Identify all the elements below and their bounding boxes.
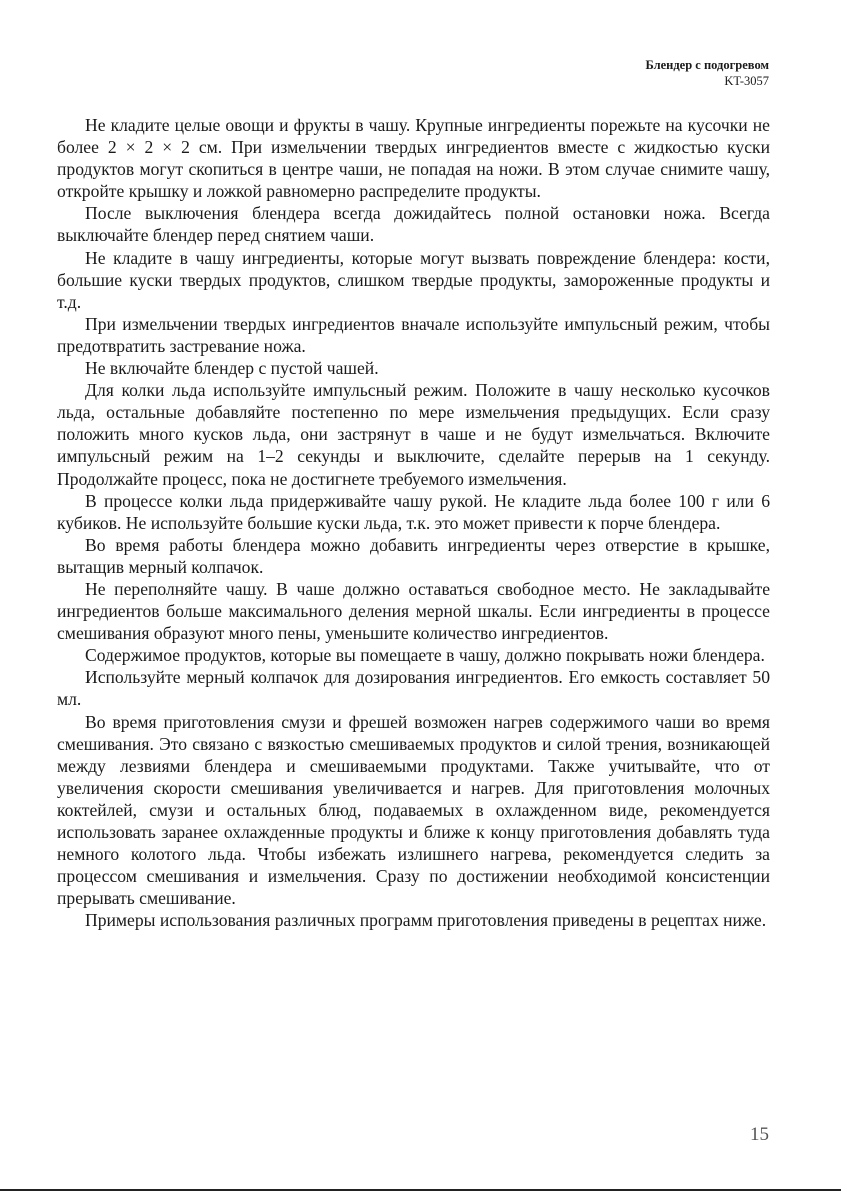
paragraph-6: Для колки льда используйте импульсный режим. Положите в чашу несколько кусочков льда, остальные добавляйте постепенно по мере измельчения предыдущих. Если сразу положить много кусков льда, они застрянут в чаше и не будут измельчаться. Включите импульсный режим на 1–2 секунды и выключите, сделайте перерыв на 1 секунду. Продолжайте процесс, пока не достигнете требуемого измельчения. — [57, 380, 770, 489]
paragraph-9: Не переполняйте чашу. В чаше должно оставаться свободное место. Не закладывайте ингредиентов больше максимального деления мерной шкалы. Если ингредиенты в процессе смешивания образуют много пены, уменьшите количество ингредиентов. — [57, 578, 770, 644]
bottom-divider — [0, 1189, 841, 1191]
paragraph-7: В процессе колки льда придерживайте чашу рукой. Не кладите льда более 100 г или 6 кубиков. Не используйте большие куски льда, т.к. это может привести к порче блендера. — [57, 490, 770, 533]
paragraph-10: Содержимое продуктов, которые вы помещаете в чашу, должно покрывать ножи блендера. — [85, 645, 765, 666]
paragraph-11: Используйте мерный колпачок для дозирования ингредиентов. Его емкость составляет 50 мл. — [57, 667, 770, 710]
paragraph-8: Во время работы блендера можно добавить ингредиенты через отверстие в крышке, вытащив мерный колпачок. — [57, 534, 770, 577]
paragraph-1: Не кладите целые овощи и фрукты в чашу. Крупные ингредиенты порежьте на кусочки не более 2 × 2 × 2 см. При измельчении твердых ингредиентов вместе с жидкостью куски продуктов могут скопиться в центре чаши, не попадая на ножи. В этом случае снимите чашу, откройте крышку и ложкой равномерно распределите продукты. — [57, 115, 770, 202]
paragraph-3: Не кладите в чашу ингредиенты, которые могут вызвать повреждение блендера: кости, большие куски твердых продуктов, слишком твердые продукты, замороженные продукты и т.д. — [57, 247, 770, 312]
page-header — [645, 57, 769, 89]
model-number: KT-3057 — [724, 74, 769, 88]
paragraph-2: После выключения блендера всегда дожидайтесь полной остановки ножа. Всегда выключайте блендер перед снятием чаши. — [57, 203, 770, 246]
document-title: Блендер с подогревом — [645, 58, 769, 72]
body-text — [57, 114, 770, 931]
paragraph-12: Во время приготовления смузи и фрешей возможен нагрев содержимого чаши во время смешивания. Это связано с вязкостью смешиваемых продуктов и силой трения, возникающей между лезвиями блендера и смешиваемыми продуктами. Также учитывайте, что от увеличения скорости смешивания увеличивается и нагрев. Для приготовления молочных коктейлей, смузи и остальных блюд, подаваемых в охлажденном виде, рекомендуется использовать заранее охлажденные продукты и ближе к концу приготовления добавлять туда немного колотого льда. Чтобы избежать излишнего нагрева, рекомендуется следить за процессом смешивания и измельчения. Сразу по достижении необходимой консистенции прерывать смешивание. — [57, 711, 770, 909]
page-number: 15 — [750, 1124, 769, 1145]
paragraph-5: Не включайте блендер с пустой чашей. — [85, 358, 379, 379]
paragraph-13: Примеры использования различных программ приготовления приведены в рецептах ниже. — [85, 910, 767, 931]
paragraph-4: При измельчении твердых ингредиентов вначале используйте импульсный режим, чтобы предотвратить застревание ножа. — [57, 313, 770, 356]
